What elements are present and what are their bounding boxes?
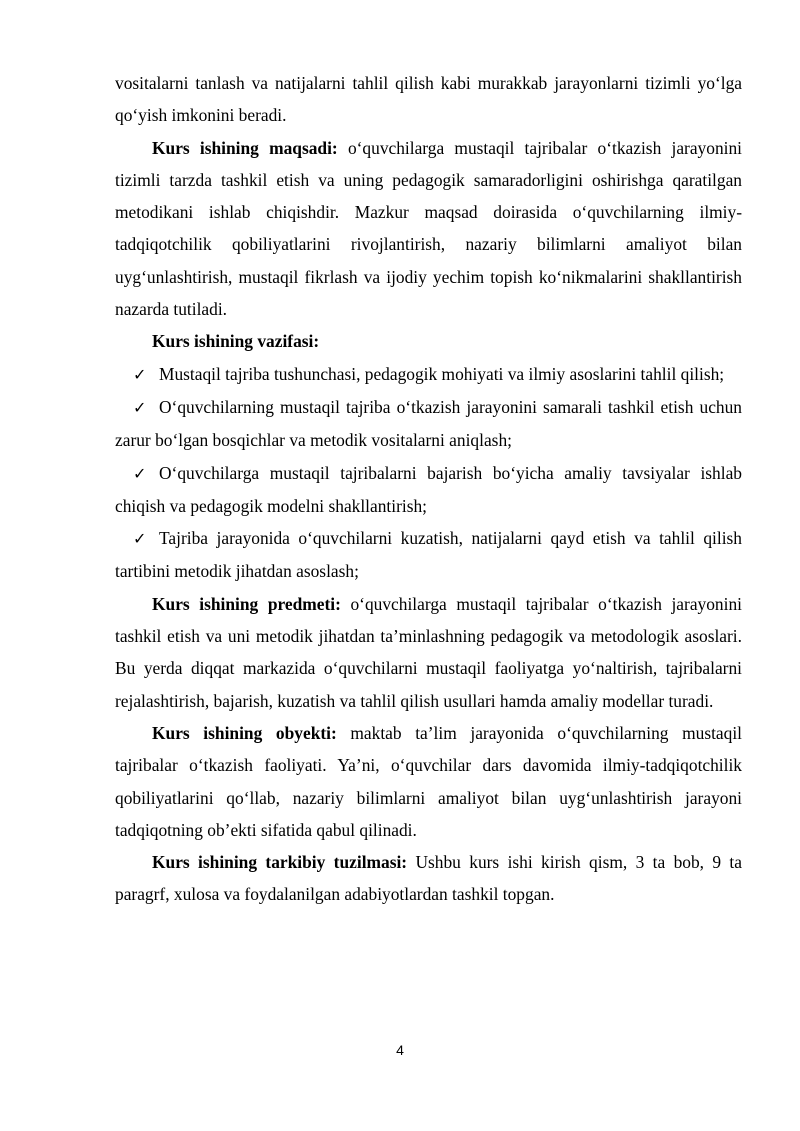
vazifa-list-item [115,391,742,457]
tuzilmasi-text: Ushbu kurs ishi kirish qism, 3 ta bob, 9 ta paragrf, xulosa va foydalanilgan adabiyotlardan tashkil topgan. [115,852,742,905]
page-number: 4 [396,1042,404,1058]
maqsad-label: Kurs ishining maqsadi: [152,137,338,158]
vazifasi-heading-paragraph [115,325,742,357]
intro-continuation-paragraph: vositalarni tanlash va natijalarni tahlil qilish kabi murakkab jarayonlarni tizimli yo‘lga qo‘yish imkonini beradi. [115,73,742,126]
vazifa-item-text: Tajriba jarayonida o‘quvchilarni kuzatish, natijalarni qayd etish va tahlil qilish tartibini metodik jihatdan asoslash; [115,528,742,582]
checkmark-icon: ✓ [133,397,147,417]
obyekti-text: maktab ta’lim jarayonida o‘quvchilarning mustaqil tajribalar o‘tkazish faoliyati. Ya’ni, o‘quvchilar dars davomida ilmiy-tadqiqotchilik qobiliyatlarini qo‘llab, nazariy bilimlarni amaliyot bilan uyg‘unlashtirish jarayoni tadqiqotning ob’ekti sifatida qabul qilinadi. [115,722,742,840]
document-page [115,67,742,911]
vazifa-list-item [115,457,742,523]
vazifa-item-text: Mustaqil tajriba tushunchasi, pedagogik mohiyati va ilmiy asoslarini tahlil qilish; [159,363,725,384]
predmeti-label: Kurs ishining predmeti: [152,593,341,614]
obyekti-label: Kurs ishining obyekti: [152,722,337,743]
vazifa-list-item [115,358,742,391]
vazifa-item-text: O‘quvchilarning mustaqil tajriba o‘tkazish jarayonini samarali tashkil etish uchun zarur bo‘lgan bosqichlar va metodik vositalarni aniqlash; [115,396,742,451]
checkmark-icon: ✓ [133,463,147,483]
predmeti-text: o‘quvchilarga mustaqil tajribalar o‘tkazish jarayonini tashkil etish va uni metodik jihatdan ta’minlashning pedagogik va metodologik asoslari. Bu yerda diqqat markazida o‘quvchilarni mustaqil faoliyatga yo‘naltirish, tajribalarni rejalashtirish, bajarish, kuzatish va tahlil qilish usullari hamda amaliy modellar turadi. [115,593,742,711]
vazifa-list-item [115,522,742,588]
checkmark-icon: ✓ [133,364,147,384]
vazifasi-label: Kurs ishining vazifasi: [152,331,320,352]
checkmark-icon: ✓ [133,529,147,549]
vazifa-item-text: O‘quvchilarga mustaqil tajribalarni bajarish bo‘yicha amaliy tavsiyalar ishlab chiqish va pedagogik modelni shakllantirish; [115,462,742,516]
maqsad-paragraph [115,132,742,326]
obyekti-paragraph [115,717,742,846]
predmeti-paragraph [115,588,742,717]
maqsad-text: o‘quvchilarga mustaqil tajribalar o‘tkazish jarayonini tizimli tarzda tashkil etish va uning pedagogik samaradorligini oshirishga qaratilgan metodikani ishlab chiqishdir. Mazkur maqsad doirasida o‘quvchilarning ilmiy-tadqiqotchilik qobiliyatlarini rivojlantirish, nazariy bilimlarni amaliyot bilan uyg‘unlashtirish, mustaqil fikrlash va ijodiy yechim topish ko‘nikmalarini shakllantirish nazarda tutiladi. [115,137,742,320]
tuzilmasi-label: Kurs ishining tarkibiy tuzilmasi: [152,852,408,873]
tuzilmasi-paragraph [115,846,742,911]
